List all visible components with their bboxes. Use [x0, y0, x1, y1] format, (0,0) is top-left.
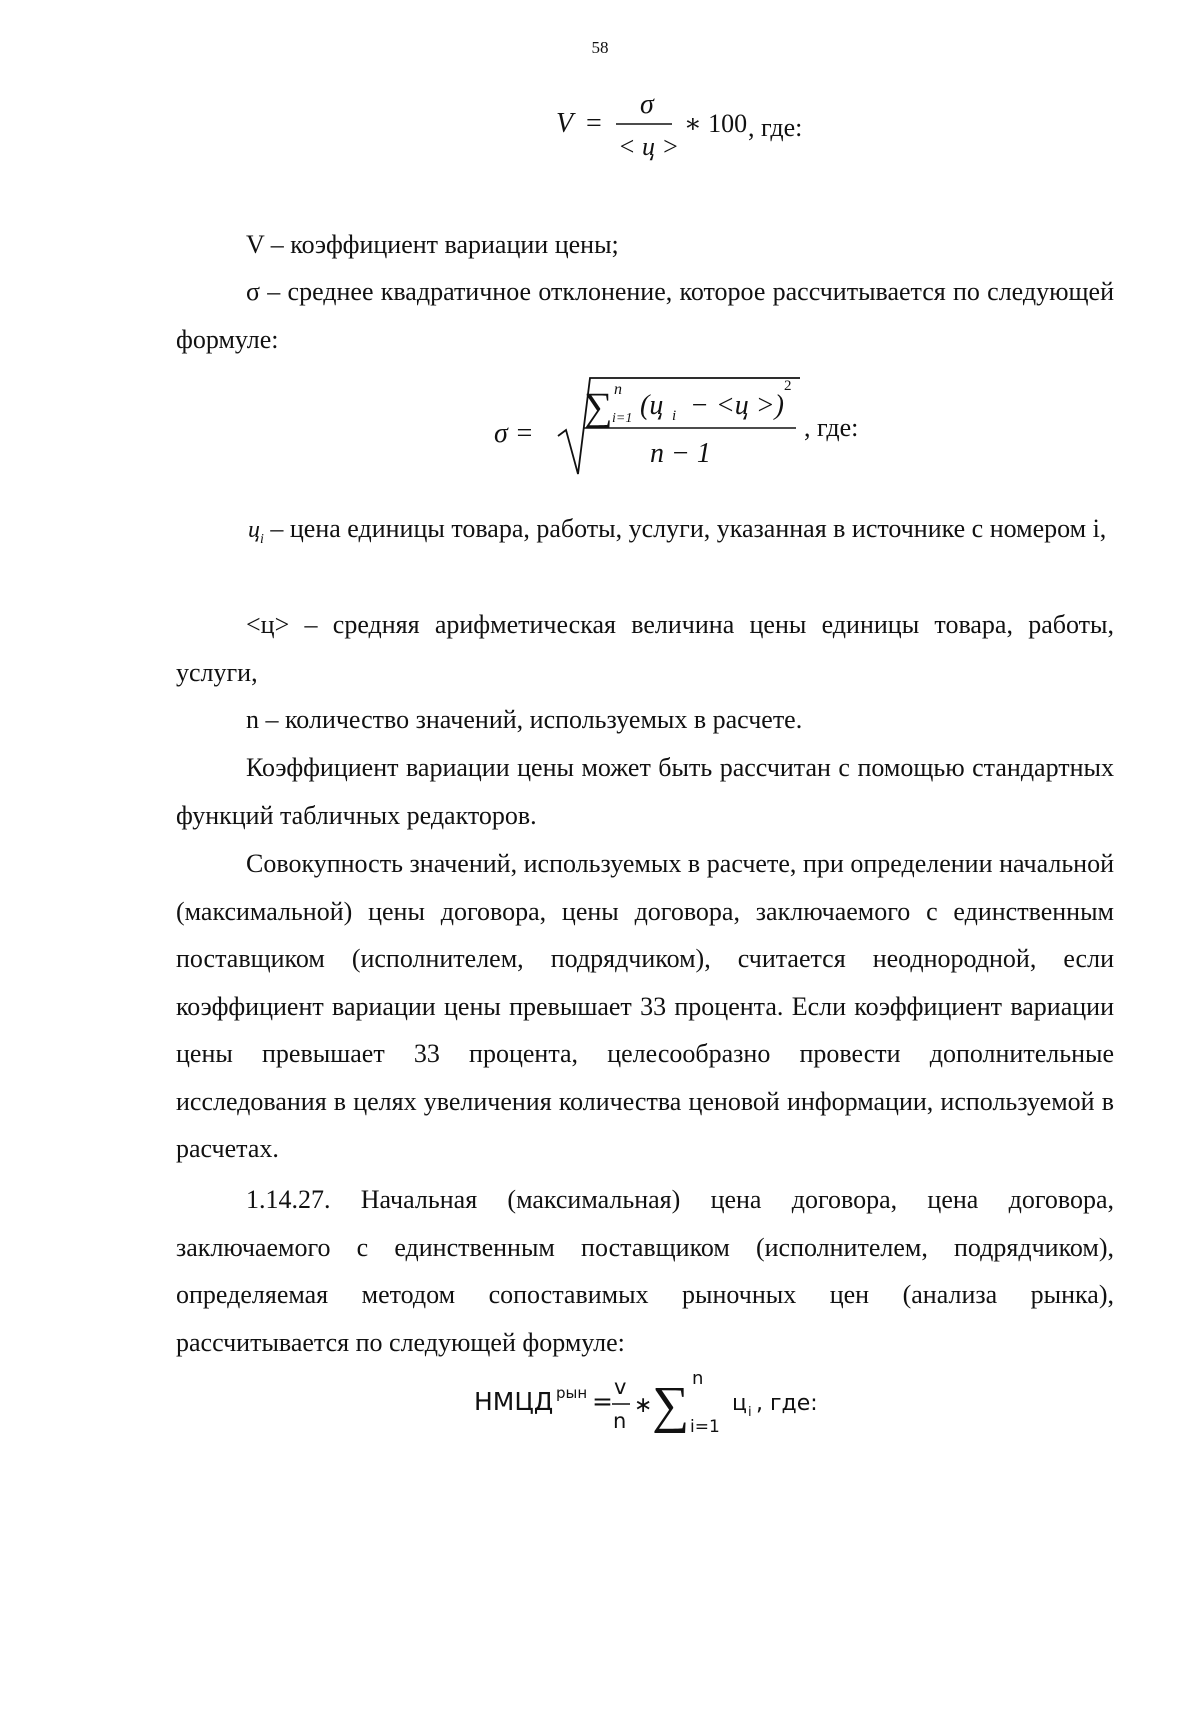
definition-ci: $ц_i$ – цена единицы товара, работы, услуги, указанная в источнике с номером i, — [248, 514, 1107, 547]
formula-nmcd-suffix: , где: — [756, 1391, 818, 1416]
formula-nmcd-market — [0, 1360, 1200, 1440]
formula-nmcd-frac-num: v — [614, 1375, 627, 1399]
formula-v-suffix: , где: — [748, 113, 803, 142]
formula-nmcd-sum-upper: n — [692, 1368, 704, 1389]
formula-nmcd-term: ц — [732, 1391, 747, 1416]
formula-nmcd-lhs: НМЦД — [474, 1387, 554, 1416]
formula-v-denominator: < ц > — [618, 132, 680, 161]
definition-mean-price: <ц> – средняя арифметическая величина цены единицы товара, работы, услуги, — [176, 610, 1114, 687]
paragraph-coefficient-calc: Коэффициент вариации цены может быть рассчитан с помощью стандартных функций табличных редакторов. — [176, 753, 1114, 830]
formula-v-numerator: σ — [640, 89, 654, 120]
paragraph-heterogeneous-set: Совокупность значений, используемых в расчете, при определении начальной (максимальной) цены договора, цены договора, заключаемого с единственным поставщиком (исполнителем, подрядчиком), считается неоднородной, если коэффициент вариации цены превышает 33 процента. Если коэффициент вариации цены превышает 33 процента, целесообразно провести дополнительные исследования в целях увеличения количества ценовой информации, используемой в расчетах. — [176, 849, 1114, 1163]
formula-sigma-term: (ц — [640, 390, 664, 421]
formula-v-eq: = — [586, 108, 602, 139]
formula-sigma-term-sub: i — [672, 408, 677, 424]
formula-sigma-denominator: n − 1 — [650, 438, 711, 469]
formula-variation-coefficient — [0, 80, 1200, 170]
formula-nmcd-lhs-sup: рын — [556, 1384, 588, 1402]
formula-sigma-sum-upper: n — [614, 381, 622, 398]
formula-v-lhs: V — [556, 108, 574, 139]
formula-sigma-term-rest: − <ц >) — [690, 390, 785, 421]
formula-nmcd-frac-den: n — [613, 1409, 627, 1433]
formula-nmcd-term-sub: i — [748, 1405, 752, 1420]
page-number: 58 — [591, 38, 609, 57]
formula-nmcd-mult: ∗ — [634, 1393, 653, 1418]
formula-nmcd-sum-sign: ∑ — [652, 1377, 690, 1434]
formula-nmcd-eq: = — [592, 1387, 613, 1416]
definition-v: V – коэффициент вариации цены; — [246, 230, 619, 259]
definition-sigma: σ – среднее квадратичное отклонение, которое рассчитывается по следующей формуле: — [176, 277, 1114, 354]
ci-symbol: $ц_i$ — [248, 517, 264, 547]
formula-sigma-suffix: , где: — [804, 413, 859, 442]
definition-n: n – количество значений, используемых в расчете. — [246, 705, 803, 734]
formula-sigma-power: 2 — [784, 378, 792, 394]
formula-v-multiplier: ∗ 100 — [684, 109, 748, 138]
formula-sigma-lhs: σ = — [494, 418, 534, 449]
paragraph-1-14-27: 1.14.27. Начальная (максимальная) цена договора, цена договора, заключаемого с единственным поставщиком (исполнителем, подрядчиком), определяемая методом сопоставимых рыночных цен (анализа рынка), рассчитывается по следующей формуле: — [176, 1185, 1114, 1357]
formula-sigma-sum-sign: ∑ — [584, 384, 613, 429]
formula-nmcd-sum-lower: i=1 — [690, 1417, 720, 1437]
formula-standard-deviation — [0, 370, 1200, 480]
formula-sigma-sum-lower: i=1 — [612, 411, 633, 426]
